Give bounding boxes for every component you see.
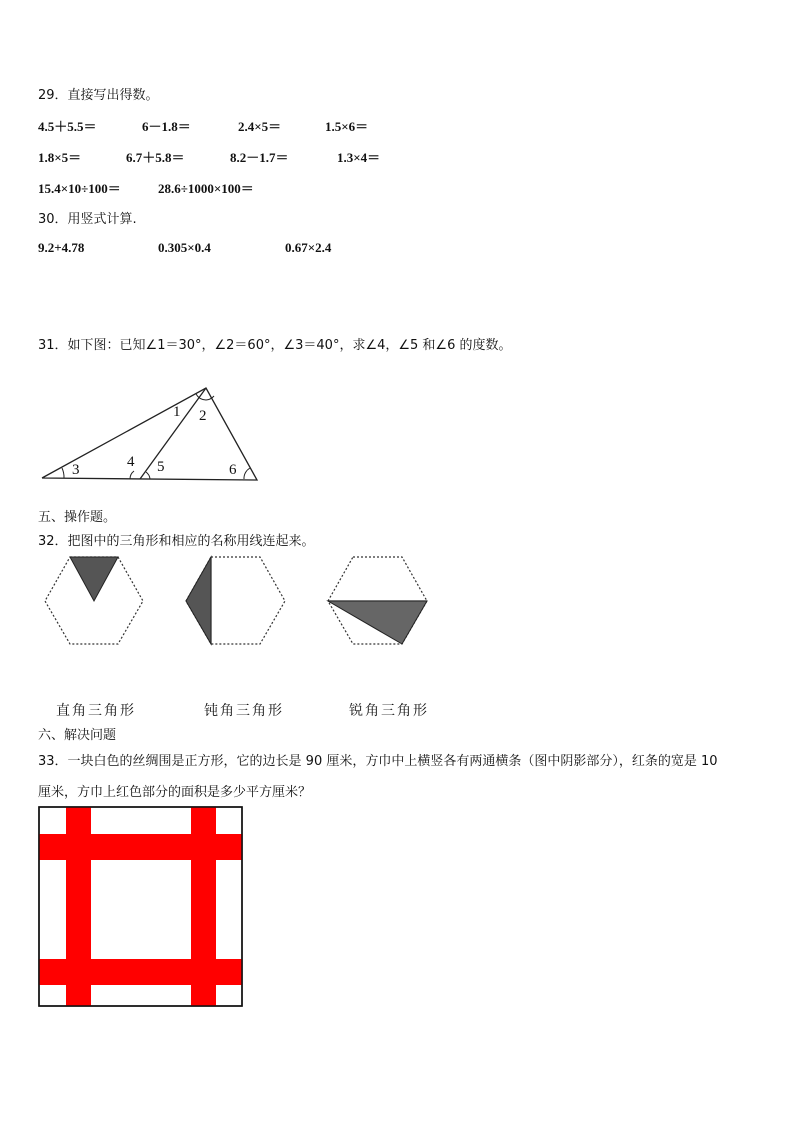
angle-label-3: 3 [72,462,80,478]
angle-label-5: 5 [157,459,165,475]
q29-expr-4: 1.5×6＝ [325,119,369,134]
angle-label-4: 4 [127,454,135,470]
q29-title: 29．直接写出得数。 [38,88,159,103]
triangle-name-obtuse: 钝角三角形 [204,703,284,719]
red-stripe-4 [191,807,216,1006]
angle-label-6: 6 [229,462,237,478]
q30-expr-1: 9.2+4.78 [38,240,85,255]
q29-expr-1: 4.5＋5.5＝ [38,119,97,134]
q29-expr-5: 1.8×5＝ [38,150,82,165]
q29-expr-9: 15.4×10÷100＝ [38,181,121,196]
q30-expr-2: 0.305×0.4 [158,240,211,255]
red-stripe-3 [66,807,91,1006]
angle-label-1: 1 [173,404,181,420]
q29-expr-10: 28.6÷1000×100＝ [158,181,254,196]
q32-title: 32．把图中的三角形和相应的名称用线连起来。 [38,534,315,549]
q33-line-2: 厘米，方巾上红色部分的面积是多少平方厘米？ [38,785,312,800]
triangle-name-acute: 锐角三角形 [349,703,429,719]
q29-expr-2: 6－1.8＝ [142,119,191,134]
q31-title: 31．如下图：已知∠1＝30°，∠2＝60°，∠3＝40°，求∠4，∠5 和∠6 的度数。 [38,338,512,353]
q33-line-1: 33．一块白色的丝绸围是正方形，它的边长是 90 厘米，方巾中上横竖各有两通横条（图中阴影部分），红条的宽是 10 [38,754,718,769]
angle-label-2: 2 [199,408,207,424]
q30-expr-3: 0.67×2.4 [285,240,332,255]
section-6-title: 六、解决问题 [38,728,117,743]
triangle-name-right: 直角三角形 [56,703,136,719]
q30-title: 30．用竖式计算. [38,212,137,227]
q29-expr-7: 8.2－1.7＝ [230,150,289,165]
section-5-title: 五、操作题。 [38,510,117,525]
q29-expr-8: 1.3×4＝ [337,150,381,165]
q29-expr-3: 2.4×5＝ [238,119,282,134]
q29-expr-6: 6.7＋5.8＝ [126,150,185,165]
